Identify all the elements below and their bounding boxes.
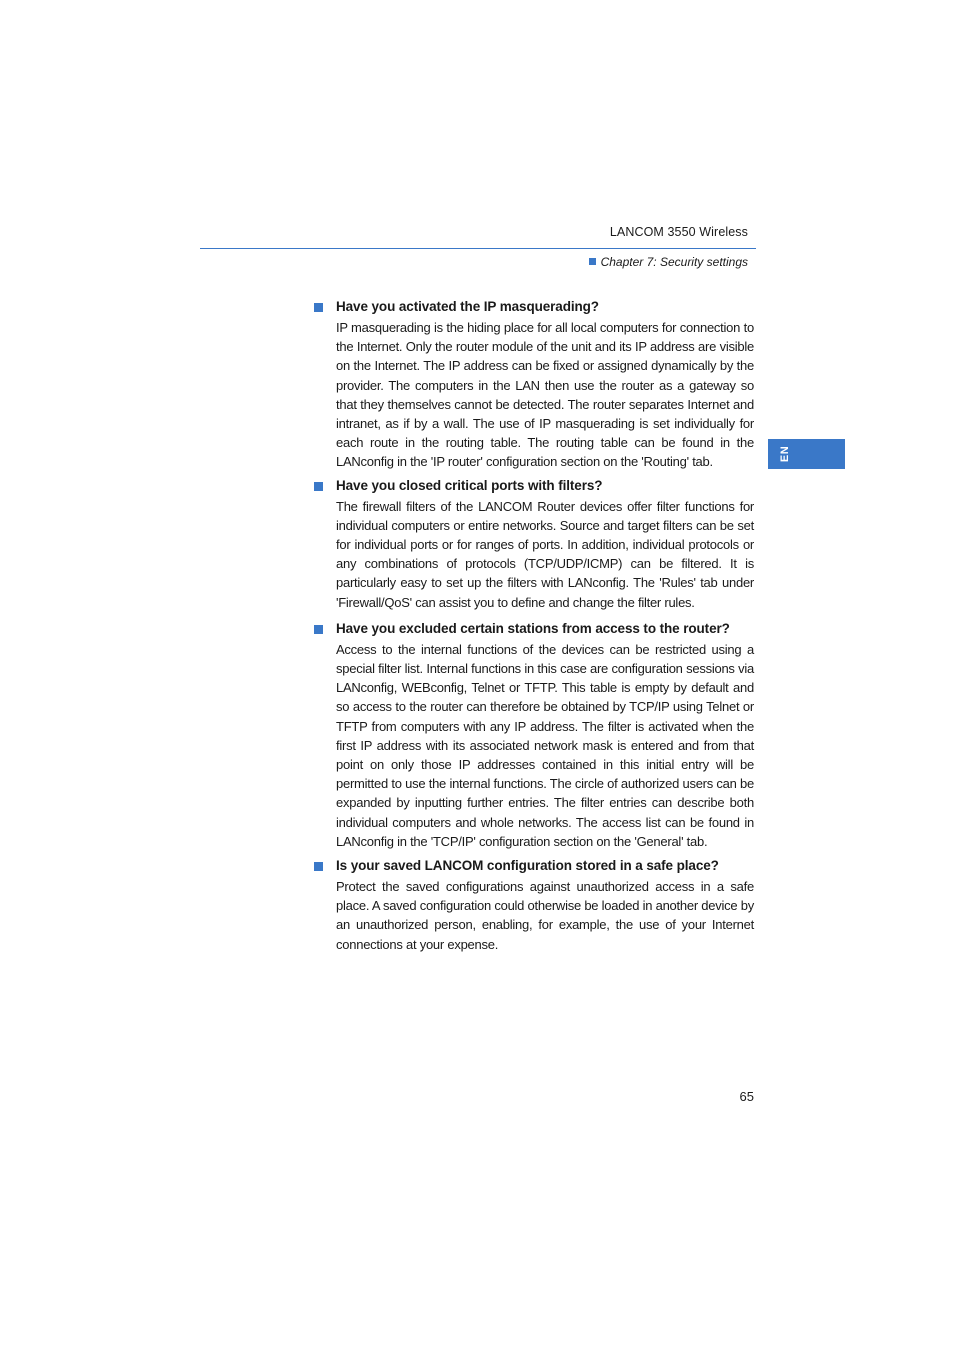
item-heading-text: Have you activated the IP masquerading? [336,299,599,314]
square-bullet-icon [314,625,323,634]
checklist-item [313,475,754,612]
header-divider [200,248,756,249]
item-body: The firewall filters of the LANCOM Router devices offer filter functions for individual computers or entire networks. Source and target filters can be set for individual ports or for ranges of ports. In addition, individual protocols or any combinations of protocols (TCP/UDP/ICMP) can be filtered. It is particularly easy to set up the filters with LANconfig. The 'Rules' tab under 'Firewall/QoS' can assist you to define and change the filter rules. [336,498,754,610]
square-bullet-icon [314,303,323,312]
checklist-item [313,855,754,954]
square-bullet-icon [314,862,323,871]
checklist-item [313,618,754,851]
item-heading [313,618,754,640]
item-heading-text: Is your saved LANCOM configuration stored in a safe place? [336,858,719,874]
item-heading-text: Have you closed critical ports with filters? [336,477,603,493]
square-bullet-icon [314,482,323,491]
header-product-name: LANCOM 3550 Wireless [609,225,748,239]
item-heading-text: Have you excluded certain stations from access to the router? [336,620,730,636]
checklist [313,296,754,954]
item-heading [313,855,754,877]
page-number: 65 [739,1089,754,1104]
checklist-item [313,296,754,472]
language-tab [768,439,845,469]
chapter-bullet-icon [589,258,596,265]
chapter-title-text: Chapter 7: Security settings [600,255,748,269]
header-chapter-title [520,255,748,269]
item-body: IP masquerading is the hiding place for all local computers for connection to the Internet. Only the router module of the unit and its IP address are visible on the Internet. The IP address can be fixed or assigned dynamically by the provider. The computers in the LAN then use the router as a gateway so that they themselves cannot be detected. The router separates Internet and intranet, as if by a wall. The use of IP masquerading is set individually for each route in the routing table. The routing table can be found in the LANconfig in the 'IP router' configuration section on the 'Routing' tab. [336,320,754,470]
item-body: Access to the internal functions of the devices can be restricted using a special filter list. Internal functions in this case are configuration sessions via LANconfig, WEBconfig, Telnet or TFTP. This table is empty by default and so access to the router can therefore be obtained by TCP/IP using Telnet or TFTP from computers with any IP address. The filter is activated when the first IP address with its associated network mask is entered and from that point on only those IP addresses contained in this initial entry will be permitted to use the internal functions. The circle of authorized users can be expanded by inputting further entries. The filter entries can describe both individual computers and whole networks. The access list can be found in LANconfig in the 'TCP/IP' configuration section on the 'General' tab. [336,641,754,849]
language-tab-label: EN [779,445,792,463]
item-heading [313,296,754,318]
item-body: Protect the saved configurations against unauthorized access in a safe place. A saved configuration could otherwise be loaded in another device by an unauthorized person, enabling, for example, the use of your Internet connections at your expense. [336,879,754,952]
item-heading [313,475,754,497]
